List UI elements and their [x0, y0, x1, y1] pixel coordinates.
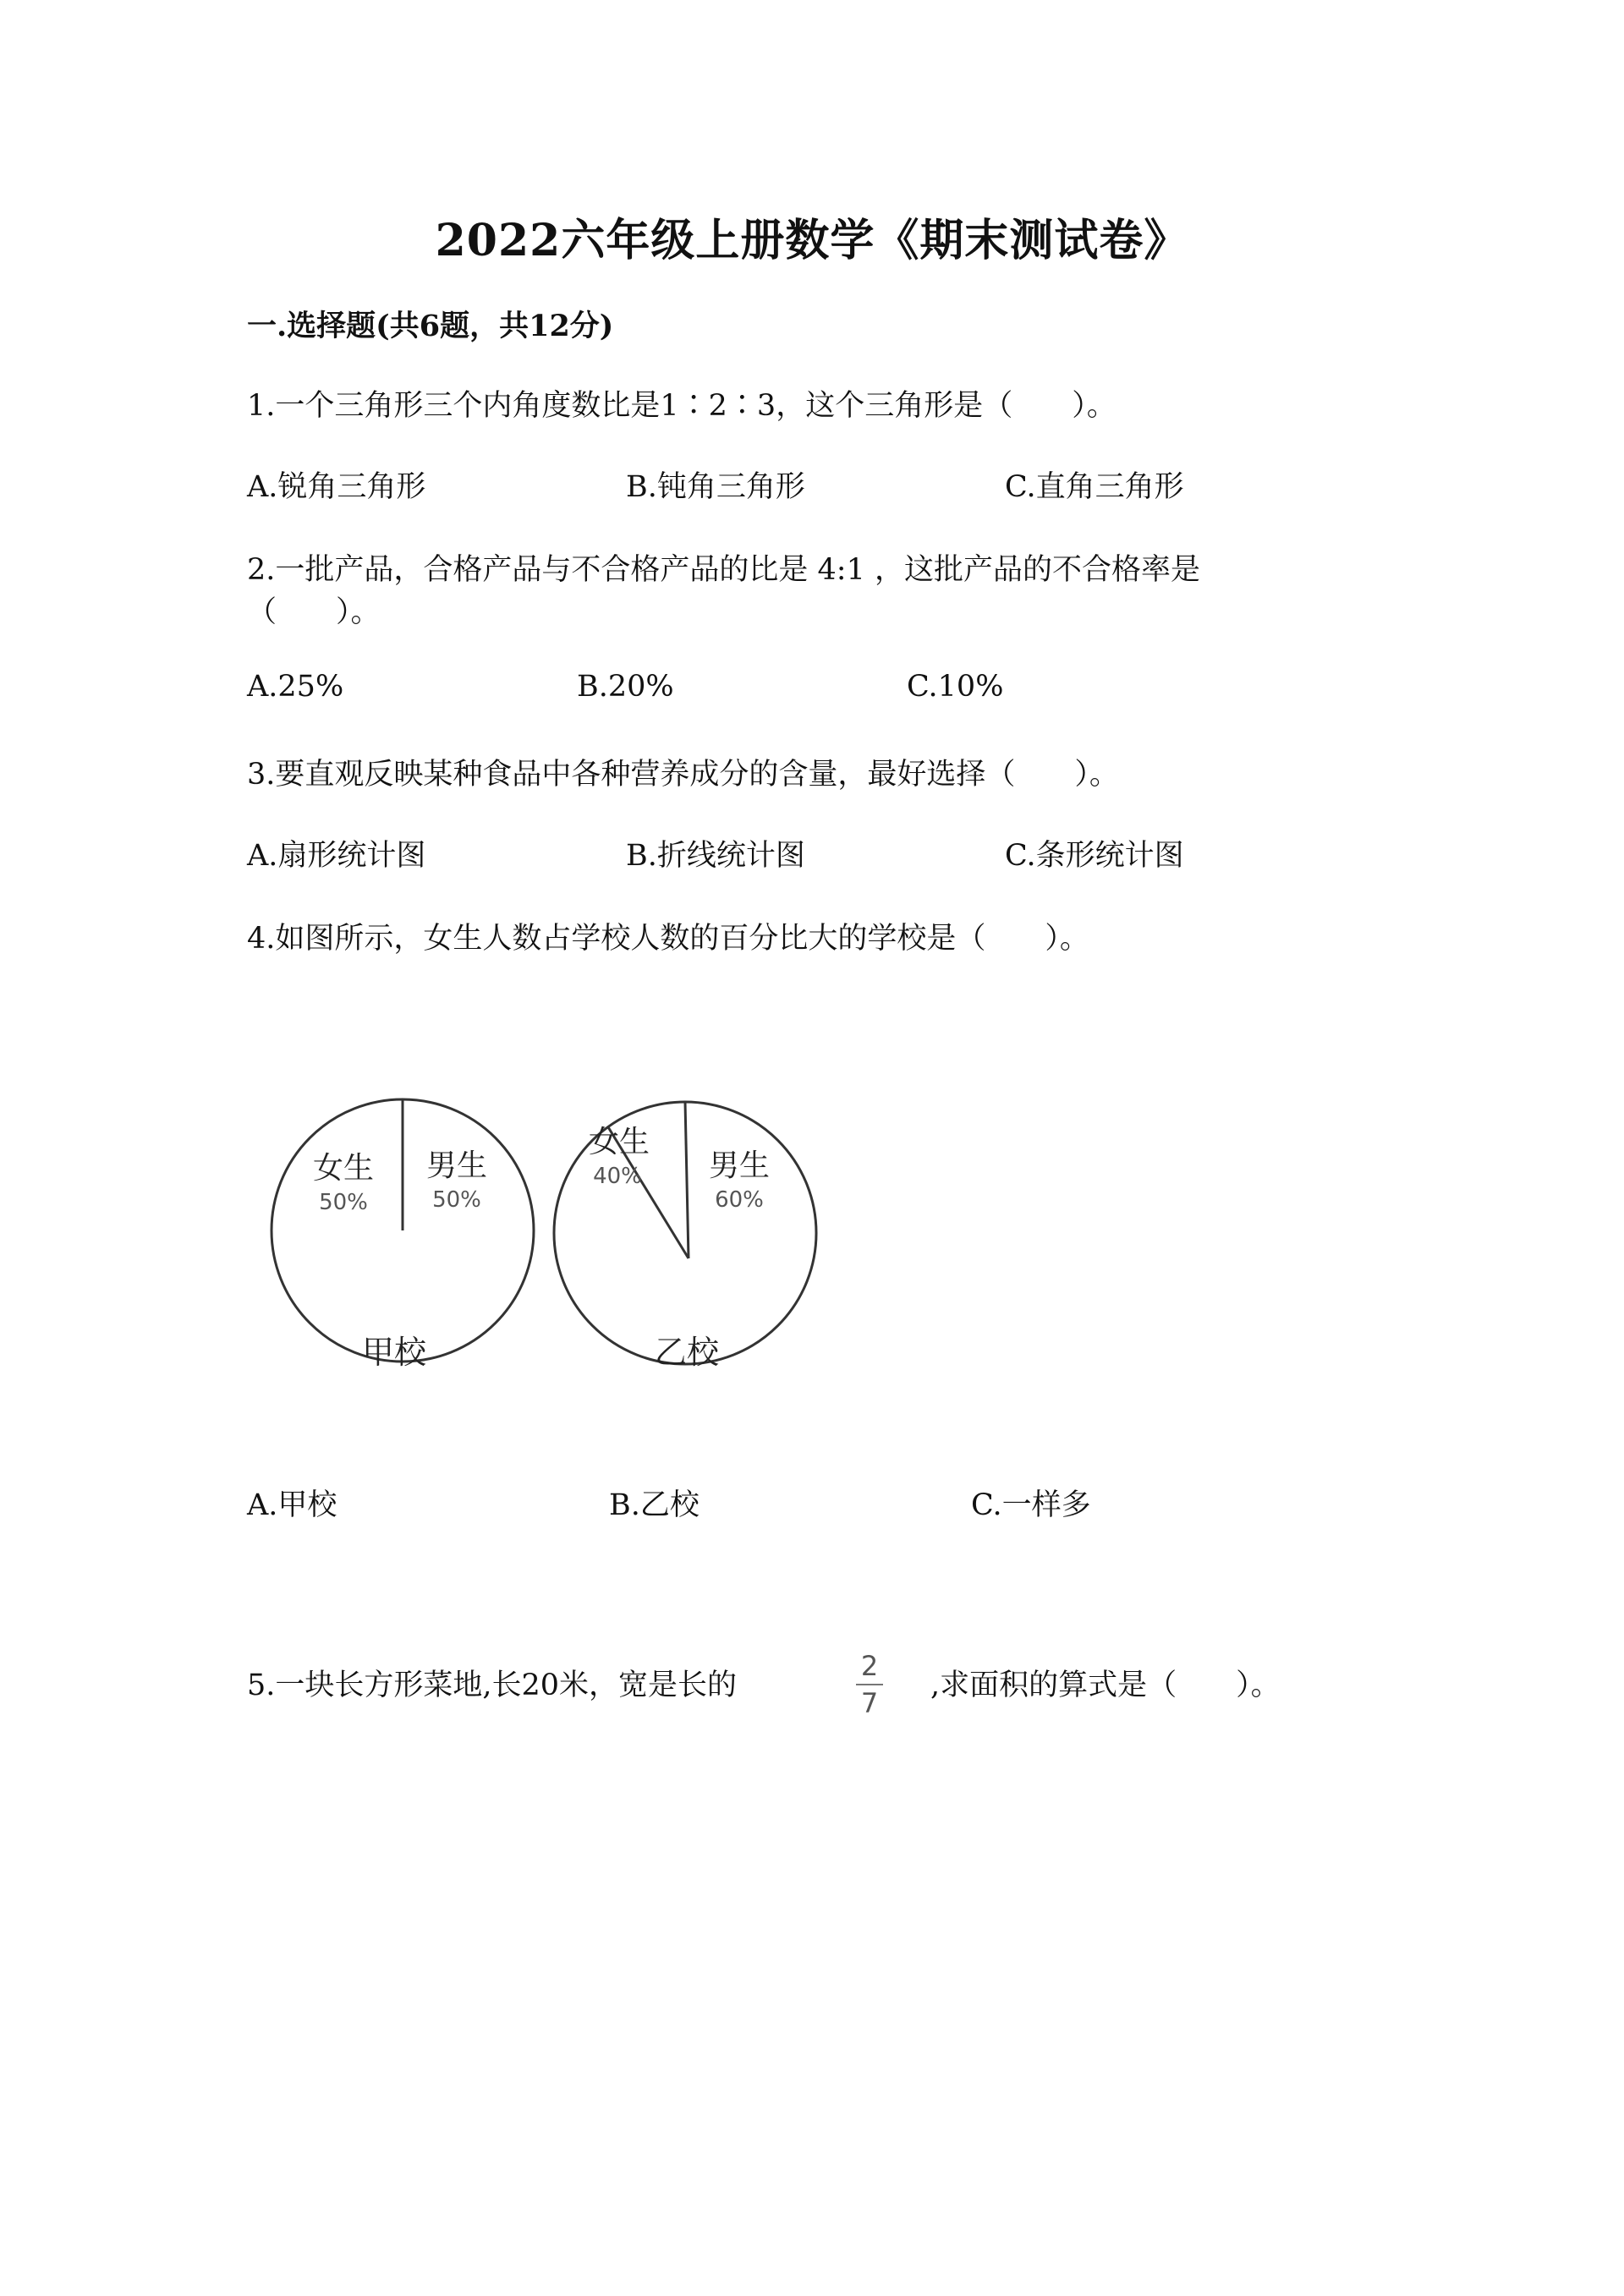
pie-jia-girls-percent: 50%	[319, 1190, 368, 1215]
pie-jia-boys-percent: 50%	[432, 1187, 481, 1213]
q3-option-b[interactable]: B.折线统计图	[626, 839, 805, 873]
q2-option-b[interactable]: B.20%	[577, 670, 674, 704]
q4-option-a[interactable]: A.甲校	[247, 1488, 337, 1522]
pie-jia-title: 甲校	[361, 1334, 427, 1371]
q1-option-c[interactable]: C.直角三角形	[1005, 470, 1184, 504]
q4-option-c[interactable]: C.一样多	[971, 1488, 1091, 1522]
q3-option-a[interactable]: A.扇形统计图	[247, 839, 426, 873]
question-2-blank: （ ）。	[247, 595, 381, 629]
question-4: 4.如图所示，女生人数占学校人数的百分比大的学校是（ ）。	[247, 922, 1089, 956]
q3-option-c[interactable]: C.条形统计图	[1005, 839, 1184, 873]
fraction-bar	[856, 1684, 883, 1685]
q2-option-a[interactable]: A.25%	[247, 670, 344, 704]
pie-chart-yi	[554, 1102, 816, 1371]
pie-yi-girls-label: 女生	[588, 1125, 650, 1159]
pie-jia-girls-label: 女生	[312, 1151, 375, 1186]
pie-yi-boys-label: 男生	[708, 1148, 771, 1183]
fraction-numerator: 2	[860, 1650, 879, 1682]
page-title: 2022六年级上册数学《期末测试卷》	[435, 215, 1189, 266]
pie-charts-figure	[254, 1023, 846, 1395]
fraction-two-sevenths	[854, 1651, 885, 1718]
pie-jia-boys-label: 男生	[425, 1148, 488, 1183]
pie-yi-title: 乙校	[654, 1334, 720, 1371]
pie-yi-girls-percent: 40%	[593, 1164, 642, 1189]
pie-yi-boys-percent: 60%	[715, 1187, 764, 1213]
q4-option-b[interactable]: B.乙校	[609, 1488, 700, 1522]
question-5-tail: ,求面积的算式是（ ）。	[930, 1669, 1281, 1702]
question-3: 3.要直观反映某种食品中各种营养成分的含量，最好选择（ ）。	[247, 758, 1119, 792]
pie-yi-divider-a	[685, 1102, 689, 1258]
question-1: 1.一个三角形三个内角度数比是1∶2∶3，这个三角形是（ ）。	[247, 389, 1116, 423]
section-heading: 一.选择题(共6题，共12分)	[247, 309, 614, 343]
fraction-denominator: 7	[860, 1687, 879, 1719]
q1-option-b[interactable]: B.钝角三角形	[626, 470, 805, 504]
q1-option-a[interactable]: A.锐角三角形	[247, 470, 426, 504]
q2-option-c[interactable]: C.10%	[907, 670, 1004, 704]
pie-chart-jia	[272, 1099, 534, 1371]
question-5: 5.一块长方形菜地,长20米，宽是长的	[247, 1669, 738, 1702]
question-2: 2.一批产品，合格产品与不合格产品的比是 4:1 ，这批产品的不合格率是	[247, 553, 1200, 587]
